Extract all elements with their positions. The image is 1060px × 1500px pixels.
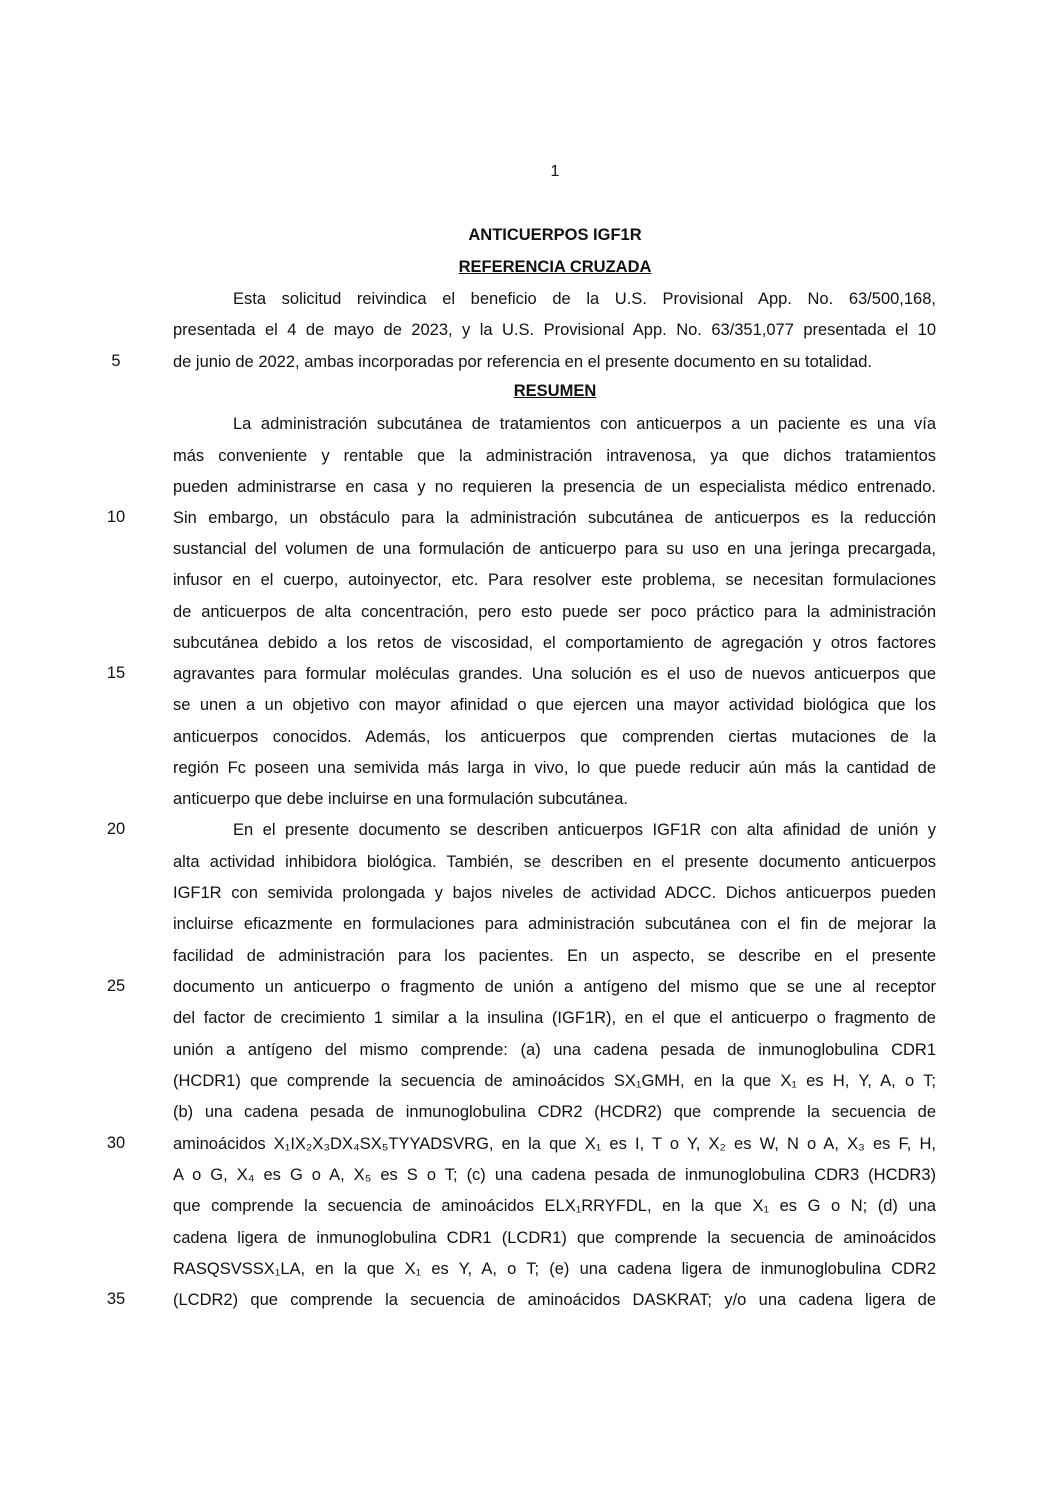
line-number: 35 <box>106 1290 126 1308</box>
heading-summary: RESUMEN <box>513 382 597 400</box>
heading-cross-reference: REFERENCIA CRUZADA <box>458 258 652 276</box>
document-title: ANTICUERPOS IGF1R <box>468 226 642 244</box>
text-line: sustancial del volumen de una formulación de anticuerpo para su uso en una jeringa precargada, <box>173 540 936 558</box>
text-line: presentada el 4 de mayo de 2023, y la U.S. Provisional App. No. 63/351,077 presentada el 10 <box>173 321 936 339</box>
text-line: unión a antígeno del mismo comprende: (a) una cadena pesada de inmunoglobulina CDR1 <box>173 1041 936 1059</box>
text-line: (LCDR2) que comprende la secuencia de aminoácidos DASKRAT; y/o una cadena ligera de <box>173 1291 936 1309</box>
text-line: (b) una cadena pesada de inmunoglobulina CDR2 (HCDR2) que comprende la secuencia de <box>173 1103 936 1121</box>
text-line: IGF1R con semivida prolongada y bajos niveles de actividad ADCC. Dichos anticuerpos pueden <box>173 884 936 902</box>
text-line: RASQSVSSX₁LA, en la que X₁ es Y, A, o T; (e) una cadena ligera de inmunoglobulina CDR2 <box>173 1260 936 1278</box>
line-number: 30 <box>106 1134 126 1152</box>
text-line: que comprende la secuencia de aminoácidos ELX₁RRYFDL, en la que X₁ es G o N; (d) una <box>173 1197 936 1215</box>
text-line: anticuerpos conocidos. Además, los anticuerpos que comprenden ciertas mutaciones de la <box>173 728 936 746</box>
line-number: 5 <box>111 352 121 370</box>
text-line: incluirse eficazmente en formulaciones para administración subcutánea con el fin de mejorar la <box>173 915 936 933</box>
text-line: La administración subcutánea de tratamientos con anticuerpos a un paciente es una vía <box>233 415 936 433</box>
line-number: 15 <box>106 664 126 682</box>
text-line: A o G, X₄ es G o A, X₅ es S o T; (c) una cadena pesada de inmunoglobulina CDR3 (HCDR3) <box>173 1166 936 1184</box>
text-line: del factor de crecimiento 1 similar a la insulina (IGF1R), en el que el anticuerpo o fragmento de <box>173 1009 936 1027</box>
text-line: de anticuerpos de alta concentración, pero esto puede ser poco práctico para la administración <box>173 603 936 621</box>
line-number: 20 <box>106 820 126 838</box>
text-line: alta actividad inhibidora biológica. También, se describen en el presente documento anticuerpos <box>173 853 936 871</box>
text-line: pueden administrarse en casa y no requieren la presencia de un especialista médico entrenado. <box>173 478 936 496</box>
text-line: región Fc poseen una semivida más larga in vivo, lo que puede reducir aún más la cantidad de <box>173 759 936 777</box>
text-line: facilidad de administración para los pacientes. En un aspecto, se describe en el presente <box>173 947 936 965</box>
text-line: documento un anticuerpo o fragmento de unión a antígeno del mismo que se une al receptor <box>173 978 936 996</box>
text-line: agravantes para formular moléculas grandes. Una solución es el uso de nuevos anticuerpos que <box>173 665 936 683</box>
text-line: infusor en el cuerpo, autoinyector, etc. Para resolver este problema, se necesitan formulaciones <box>173 571 936 589</box>
text-line: subcutánea debido a los retos de viscosidad, el comportamiento de agregación y otros factores <box>173 634 936 652</box>
text-line: (HCDR1) que comprende la secuencia de aminoácidos SX₁GMH, en la que X₁ es H, Y, A, o T; <box>173 1072 936 1090</box>
text-line: En el presente documento se describen anticuerpos IGF1R con alta afinidad de unión y <box>233 821 936 839</box>
text-line: de junio de 2022, ambas incorporadas por referencia en el presente documento en su totalidad. <box>173 353 872 371</box>
text-line: más conveniente y rentable que la administración intravenosa, ya que dichos tratamientos <box>173 447 936 465</box>
text-line: aminoácidos X₁IX₂X₃DX₄SX₅TYYADSVRG, en la que X₁ es I, T o Y, X₂ es W, N o A, X₃ es F, H, <box>173 1135 936 1153</box>
text-line: Sin embargo, un obstáculo para la administración subcutánea de anticuerpos es la reducción <box>173 509 936 527</box>
line-number: 25 <box>106 977 126 995</box>
text-line: cadena ligera de inmunoglobulina CDR1 (LCDR1) que comprende la secuencia de aminoácidos <box>173 1229 936 1247</box>
text-line: se unen a un objetivo con mayor afinidad o que ejercen una mayor actividad biológica que los <box>173 696 936 714</box>
line-number: 10 <box>106 508 126 526</box>
page-number: 1 <box>550 163 560 180</box>
text-line: Esta solicitud reivindica el beneficio de la U.S. Provisional App. No. 63/500,168, <box>233 290 936 308</box>
text-line: anticuerpo que debe incluirse en una formulación subcutánea. <box>173 790 628 808</box>
